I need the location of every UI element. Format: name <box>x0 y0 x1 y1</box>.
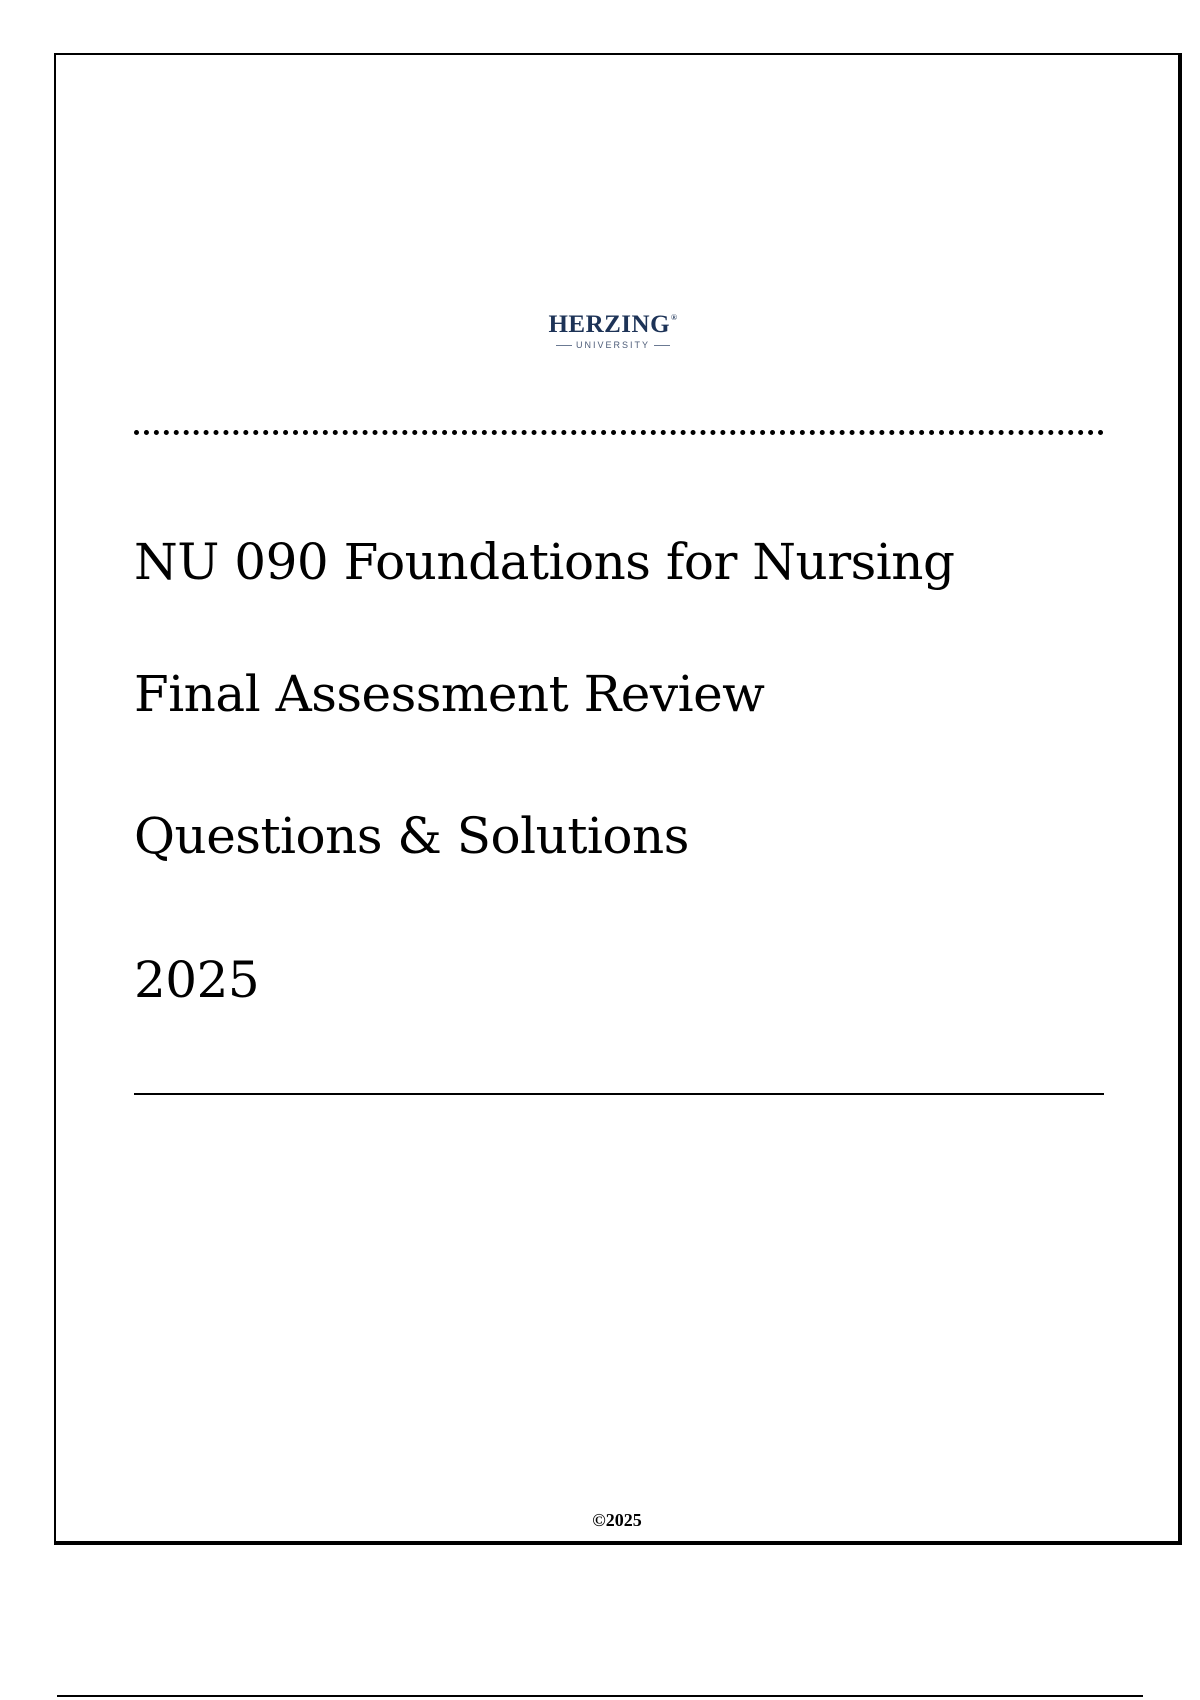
copyright-notice: ©2025 <box>592 1510 642 1530</box>
logo-subtitle: UNIVERSITY <box>538 340 688 350</box>
document-year: 2025 <box>134 951 260 1009</box>
page-bottom-rule <box>57 1695 1143 1697</box>
logo-wordmark: HERZING® <box>548 311 678 338</box>
page-border <box>54 53 1182 1545</box>
solid-divider <box>134 1093 1104 1095</box>
dotted-divider <box>134 430 1104 435</box>
herzing-university-logo <box>538 305 688 365</box>
course-title: NU 090 Foundations for Nursing <box>134 533 955 591</box>
document-subtitle: Questions & Solutions <box>134 807 689 865</box>
document-title: Final Assessment Review <box>134 665 765 723</box>
